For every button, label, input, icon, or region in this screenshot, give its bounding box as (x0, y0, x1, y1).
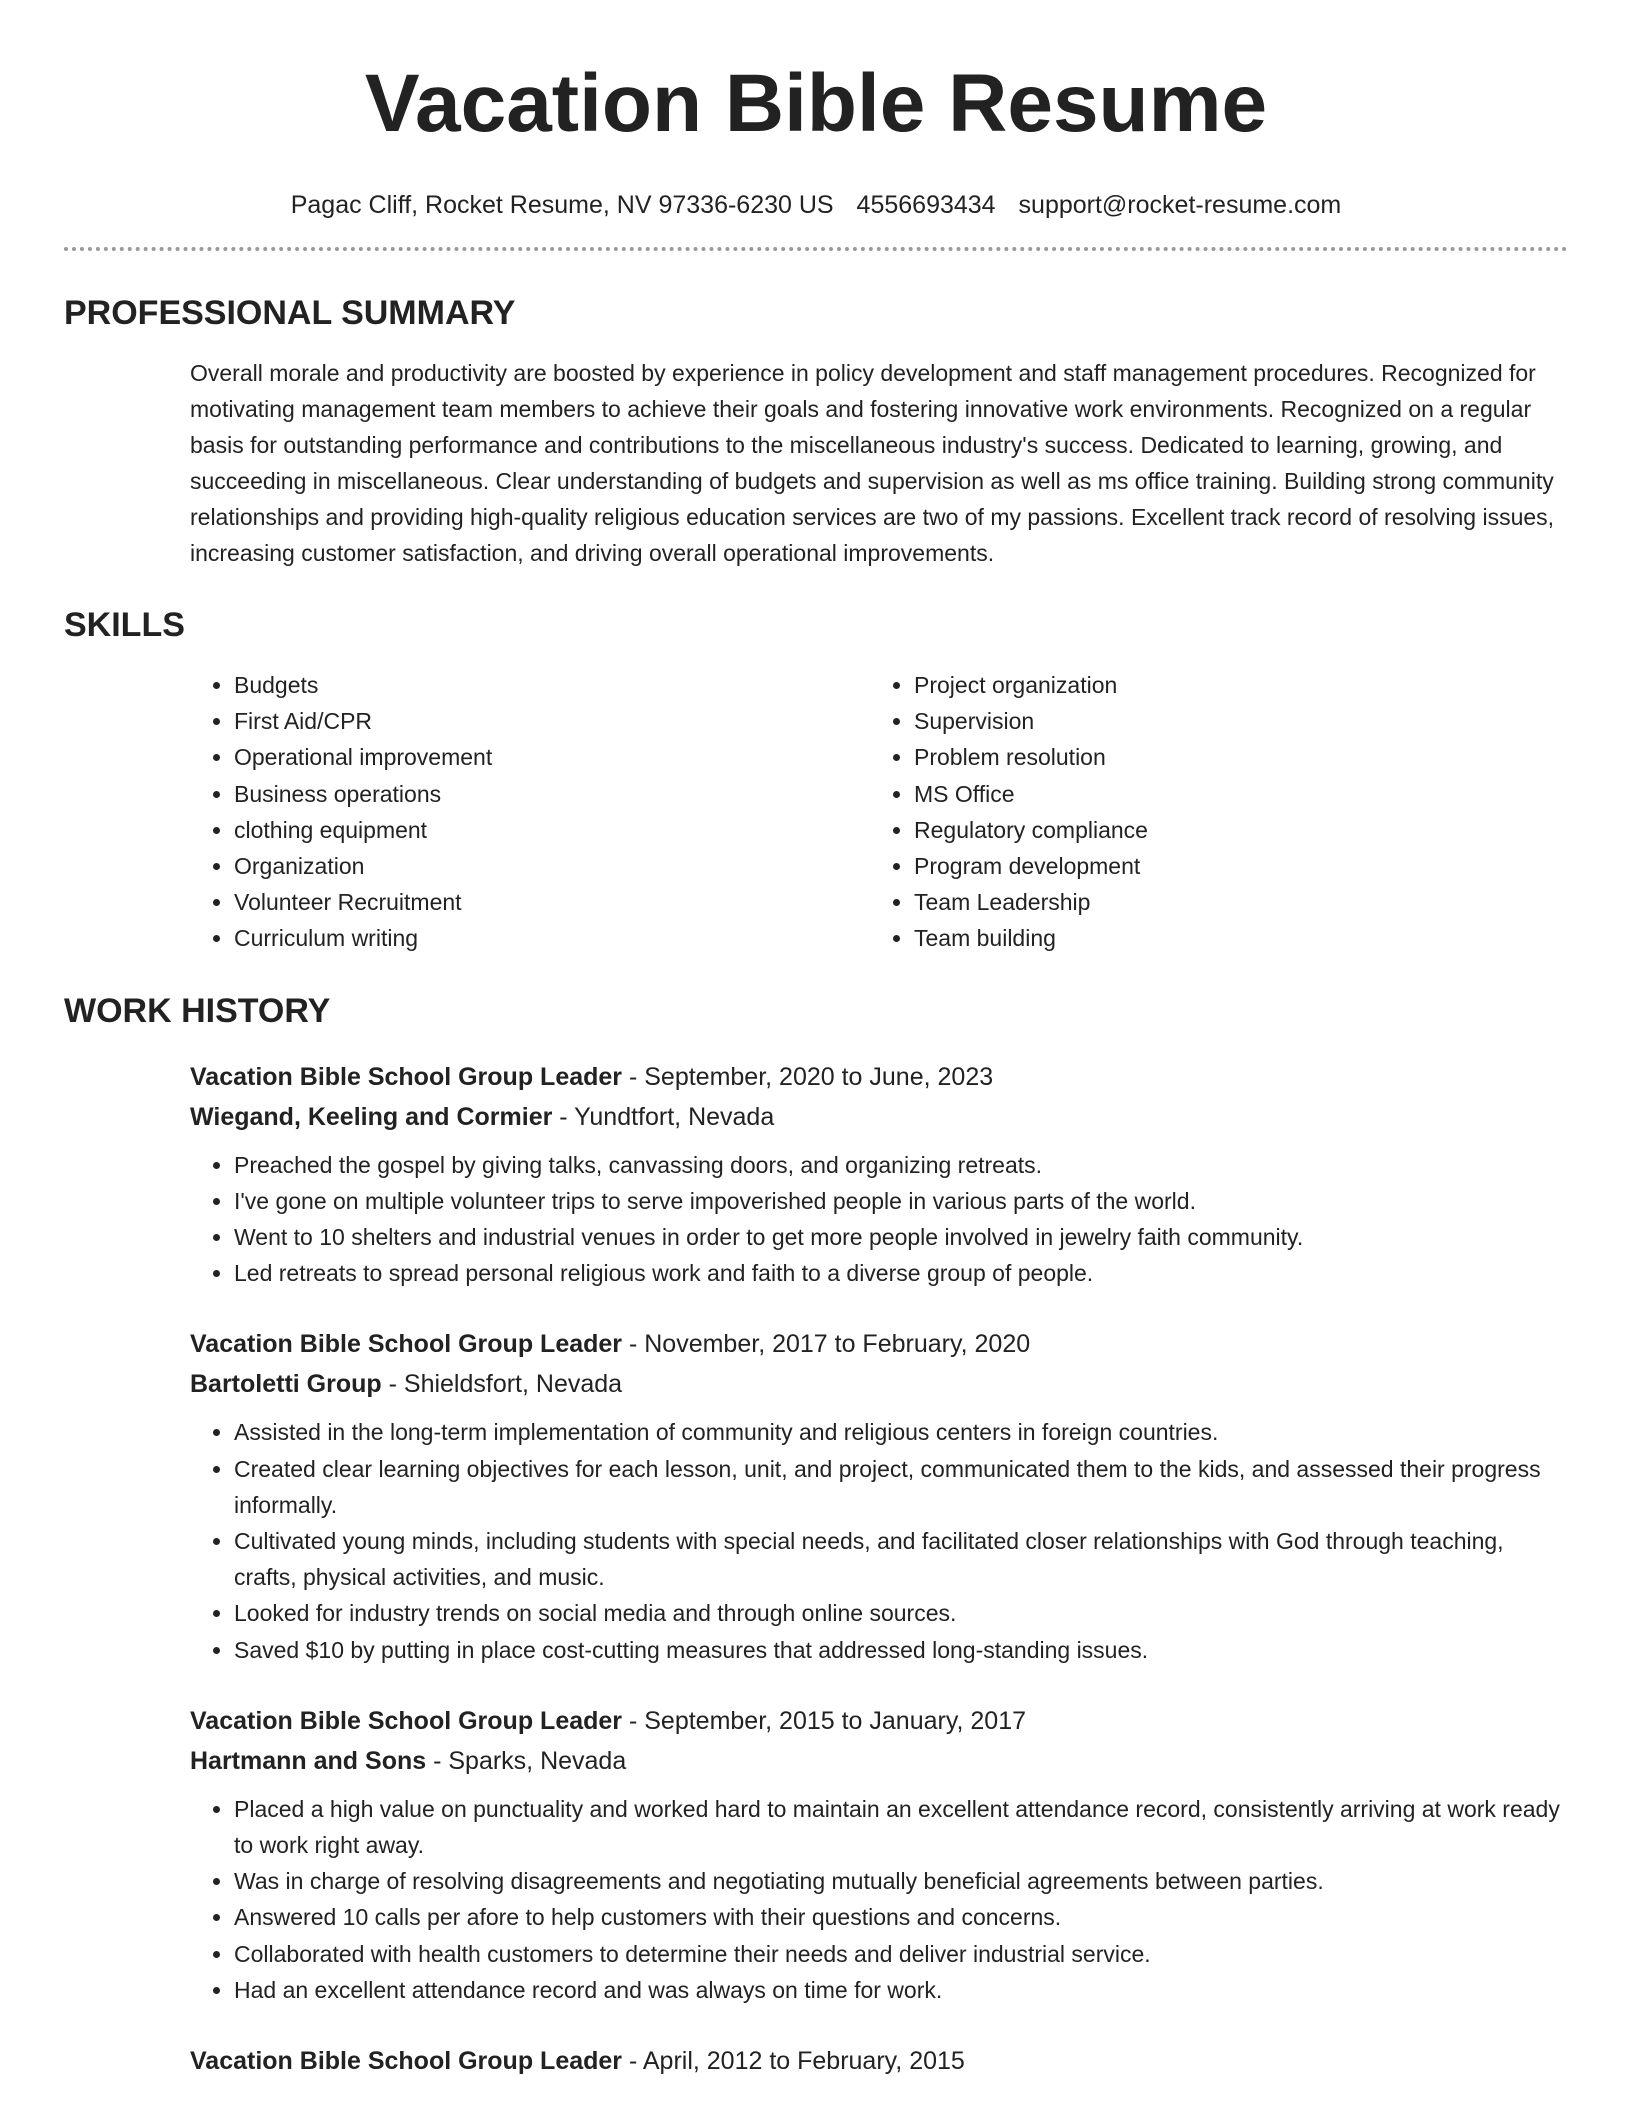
summary-heading: PROFESSIONAL SUMMARY (64, 294, 516, 332)
job-bullet: • Cultivated young minds, including students with special needs, and facilitated closer relationships with God through teaching, crafts, physical activities, and music. (234, 1523, 1568, 1595)
resume-page (64, 0, 1568, 2081)
skills-column-left (190, 667, 870, 957)
job-location: - Sparks, Nevada (426, 1746, 627, 1775)
job-company-line (190, 1741, 1568, 1781)
skill-item: • MS Office (914, 776, 1550, 812)
skill-item: • Budgets (234, 667, 870, 703)
job-bullet: • Answered 10 calls per afore to help customers with their questions and concerns. (234, 1899, 1568, 1935)
skill-item: • Team building (914, 920, 1550, 956)
job-role: Vacation Bible School Group Leader (190, 1706, 623, 1735)
job-dates: - November, 2017 to February, 2020 (622, 1330, 1031, 1359)
job-bullet: • Led retreats to spread personal religious work and faith to a diverse group of people. (234, 1255, 1568, 1291)
job-dates: - September, 2015 to January, 2017 (622, 1706, 1026, 1735)
skills-list (190, 667, 1568, 957)
job-dates: - April, 2012 to February, 2015 (622, 2047, 965, 2076)
skills-column-right (870, 667, 1550, 957)
job-location: - Shieldsfort, Nevada (381, 1370, 623, 1399)
job-title-line (190, 2041, 1568, 2081)
skill-item: • Team Leadership (914, 884, 1550, 920)
job-bullet: • Went to 10 shelters and industrial venues in order to get more people involved in jewelry faith community. (234, 1219, 1568, 1255)
skill-item: • Program development (914, 848, 1550, 884)
job-title-line (190, 1701, 1568, 1741)
skill-item: • Regulatory compliance (914, 812, 1550, 848)
header-divider (64, 247, 1568, 251)
skill-item: • Supervision (914, 703, 1550, 739)
job-bullet: • I've gone on multiple volunteer trips to serve impoverished people in various parts of the world. (234, 1183, 1568, 1219)
job-bullets (190, 1147, 1568, 1292)
job-entry (190, 1324, 1568, 1667)
job-company: Hartmann and Sons (190, 1746, 427, 1775)
job-bullets (190, 1414, 1568, 1667)
job-entry (190, 2041, 1568, 2081)
job-company-line (190, 1097, 1568, 1137)
job-bullet: • Collaborated with health customers to determine their needs and deliver industrial service. (234, 1936, 1568, 1972)
work-history-heading: WORK HISTORY (64, 991, 331, 1030)
job-bullet: • Placed a high value on punctuality and worked hard to maintain an excellent attendance record, consistently arriving at work ready to work right away. (234, 1791, 1568, 1863)
contact-email: support@rocket-resume.com (1018, 191, 1342, 219)
job-bullet: • Was in charge of resolving disagreements and negotiating mutually beneficial agreements between parties. (234, 1863, 1568, 1899)
job-entry (190, 1701, 1568, 2008)
skill-item: • Volunteer Recruitment (234, 884, 870, 920)
skill-item: • Project organization (914, 667, 1550, 703)
contact-address: Pagac Cliff, Rocket Resume, NV 97336-6230 US (290, 191, 834, 219)
job-company: Bartoletti Group (190, 1370, 382, 1399)
skills-heading: SKILLS (64, 606, 185, 644)
job-company-line (190, 1364, 1568, 1404)
job-role: Vacation Bible School Group Leader (190, 1330, 623, 1359)
job-company: Wiegand, Keeling and Cormier (190, 1102, 553, 1131)
job-title-line (190, 1324, 1568, 1364)
job-title-line (190, 1057, 1568, 1097)
skill-item: • Problem resolution (914, 739, 1550, 775)
contact-phone: 4556693434 (856, 191, 996, 219)
summary-text: Overall morale and productivity are boosted by experience in policy development and staff management procedures. Recognized for motivating management team members to achieve their goals and fostering innovative work environments. Recognized on a regular basis for outstanding performance and contributions to the miscellaneous industry's success. Dedicated to learning, growing, and succeeding in miscellaneous. Clear understanding of budgets and supervision as well as ms office training. Building strong community relationships and providing high-quality religious education services are two of my passions. Excellent track record of resolving issues, increasing customer satisfaction, and driving overall operational improvements. (190, 360, 1555, 566)
job-bullet: • Saved $10 by putting in place cost-cutting measures that addressed long-standing issues. (234, 1632, 1568, 1668)
job-bullet: • Assisted in the long-term implementation of community and religious centers in foreign countries. (234, 1414, 1568, 1450)
skill-item: • First Aid/CPR (234, 703, 870, 739)
job-bullet: • Created clear learning objectives for each lesson, unit, and project, communicated them to the kids, and assessed their progress informally. (234, 1451, 1568, 1523)
job-role: Vacation Bible School Group Leader (190, 1062, 623, 1091)
contact-line (64, 190, 1568, 220)
skill-item: • Business operations (234, 776, 870, 812)
job-dates: - September, 2020 to June, 2023 (622, 1062, 994, 1091)
job-bullets (190, 1791, 1568, 2008)
job-bullet: • Preached the gospel by giving talks, canvassing doors, and organizing retreats. (234, 1147, 1568, 1183)
job-bullet: • Had an excellent attendance record and was always on time for work. (234, 1972, 1568, 2008)
skill-item: • Organization (234, 848, 870, 884)
resume-name: Vacation Bible Resume (364, 58, 1268, 149)
skill-item: • Curriculum writing (234, 920, 870, 956)
job-entry (190, 1057, 1568, 1292)
job-bullet: • Looked for industry trends on social media and through online sources. (234, 1595, 1568, 1631)
job-role: Vacation Bible School Group Leader (190, 2047, 623, 2076)
skill-item: • clothing equipment (234, 812, 870, 848)
skill-item: • Operational improvement (234, 739, 870, 775)
job-location: - Yundtfort, Nevada (552, 1102, 775, 1131)
